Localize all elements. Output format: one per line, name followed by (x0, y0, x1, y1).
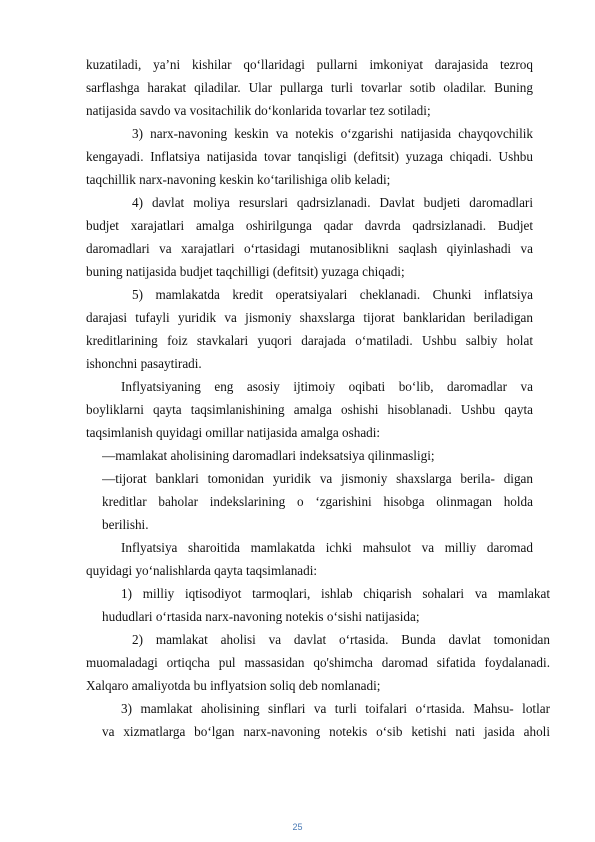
text-line: kreditlarining foiz stavkalari yuqori darajada o‘matiladi. Ushbu salbiy holat (86, 333, 533, 348)
text-line: sarflashga harakat qiladilar. Ular pullarga turli tovarlar sotib oladilar. Buning (86, 80, 533, 95)
text-line: muomaladagi ortiqcha pul massasidan qo'shimcha daromad sifatida foydalanadi. (86, 655, 550, 670)
text-line: 3) narx-navoning keskin va notekis o‘zgarishi natijasida chayqovchilik (132, 126, 533, 141)
text-line: kuzatiladi, ya’ni kishilar qo‘llaridagi pullarni imkoniyat darajasida tezroq (86, 57, 533, 72)
text-line: hududlari o‘rtasida narx-navoning notekis o‘sishi natijasida; (102, 609, 420, 624)
text-line: boyliklarni qayta taqsimlanishining amalga oshishi hisoblanadi. Ushbu qayta (86, 402, 533, 417)
text-line: Inflyatsiya sharoitida mamlakatda ichki mahsulot va milliy daromad (121, 540, 533, 555)
text-line: natijasida savdo va vositachilik do‘konlarida tovarlar tez sotiladi; (86, 103, 431, 118)
text-line: —tijorat banklari tomonidan yuridik va jismoniy shaxslarga berila- digan (102, 471, 533, 486)
text-line: buning natijasida budjet taqchilligi (defitsit) yuzaga chiqadi; (86, 264, 405, 279)
text-line: kengayadi. Inflatsiya natijasida tovar tanqisligi (defitsit) yuzaga chiqadi. Ushbu (86, 149, 533, 164)
text-line: taqsimlanish quyidagi omillar natijasida amalga oshadi: (86, 425, 381, 440)
text-line: 4) davlat moliya resurslari qadrsizlanadi. Davlat budjeti daromadlari (132, 195, 533, 210)
text-line: daromadlari va xarajatlari o‘rtasidagi mutanosiblikni saqlash qiyinlashadi va (86, 241, 533, 256)
text-line: taqchillik narx-navoning keskin ko‘tarilishiga olib keladi; (86, 172, 391, 187)
text-line: va xizmatlarga bo‘lgan narx-navoning notekis o‘sib ketishi nati jasida aholi (102, 724, 550, 739)
text-line: kreditlar baholar indekslarining o ‘zgarishini hisobga olinmagan holda (102, 494, 533, 509)
text-line: 2) mamlakat aholisi va davlat o‘rtasida. Bunda davlat tomonidan (132, 632, 550, 647)
text-line: Inflyatsiyaning eng asosiy ijtimoiy oqibati bo‘lib, daromadlar va (121, 379, 533, 394)
text-line: budjet xarajatlari amalga oshirilgungа qadar davrda qadrsizlanadi. Budjet (86, 218, 533, 233)
text-line: 5) mamlakatda kredit operatsiyalari cheklanadi. Chunki inflatsiya (132, 287, 533, 302)
text-line: quyidagi yo‘nalishlarda qayta taqsimlanadi: (86, 563, 318, 578)
text-line: 1) milliy iqtisodiyot tarmoqlari, ishlab chiqarish sohalari va mamlakat (121, 586, 550, 601)
text-line: —mamlakat aholisining daromadlari indeksatsiya qilinmasligi; (102, 448, 435, 463)
text-line: Xalqaro amaliyotda bu inflyatsion soliq deb nomlanadi; (86, 678, 381, 693)
text-line: ishonchni pasaytiradi. (86, 356, 202, 371)
text-line: 3) mamlakat aholisining sinflari va turli toifalari o‘rtasida. Mahsu- lotlar (121, 701, 550, 716)
text-line: darajasi tufayli yuridik va jismoniy shaxslarga tijorat banklaridan beriladigan (86, 310, 533, 325)
text-line: berilishi. (102, 517, 149, 532)
page-number: 25 (292, 822, 303, 832)
